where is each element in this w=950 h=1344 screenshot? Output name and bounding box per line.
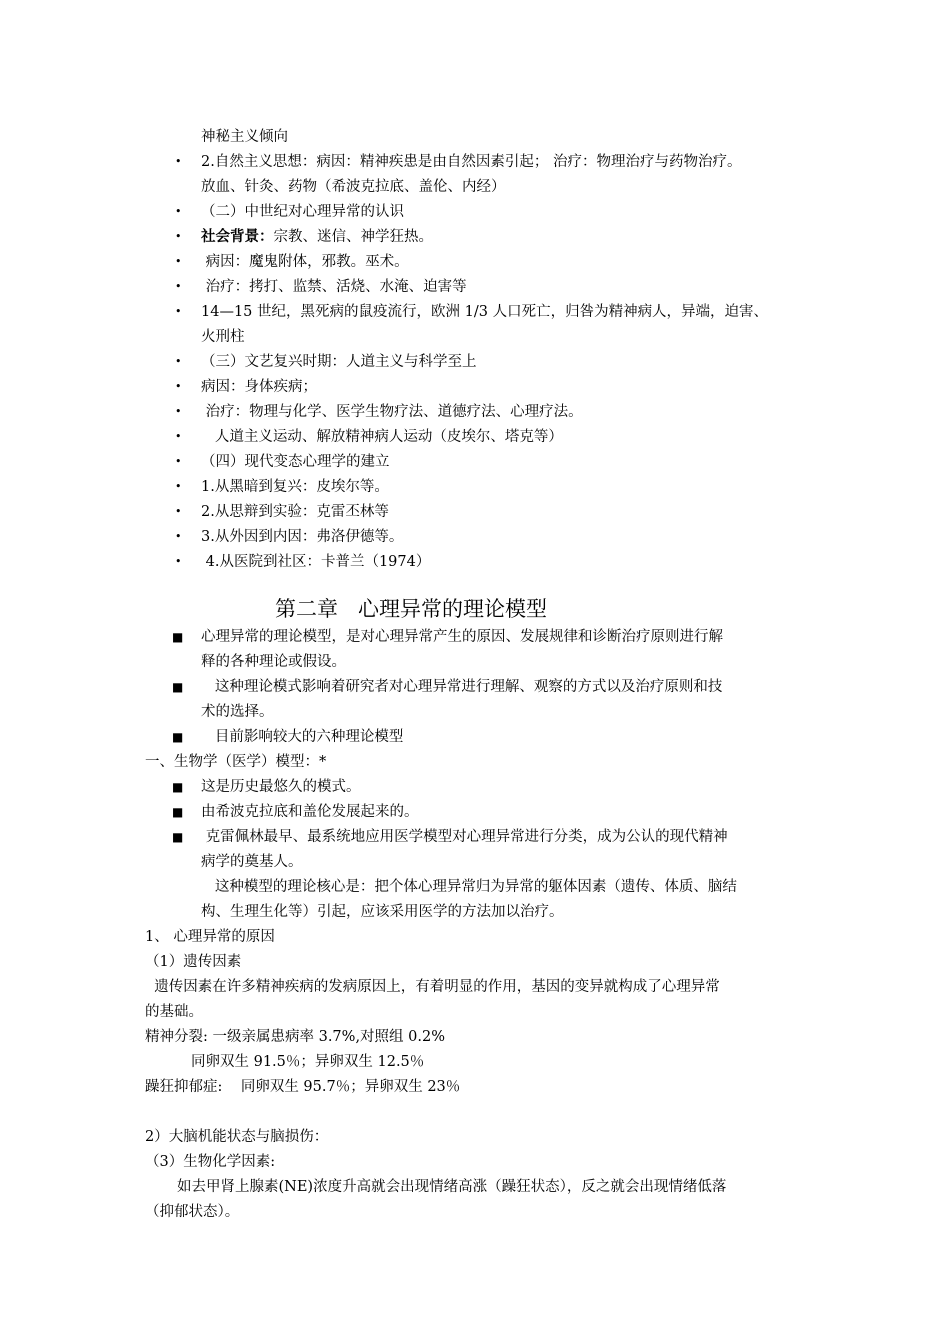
paragraph-line: （抑郁状态）。 xyxy=(145,1204,240,1220)
paragraph-line: 术的选择。 xyxy=(201,704,274,720)
list-item: （三）文艺复兴时期：人道主义与科学至上 xyxy=(201,354,477,370)
bullet-icon: • xyxy=(175,205,182,218)
bullet-icon: • xyxy=(175,280,182,293)
list-item: 人道主义运动、解放精神病人运动（皮埃尔、塔克等） xyxy=(201,429,563,445)
bullet-icon: • xyxy=(175,530,182,543)
paragraph-line: 如去甲肾上腺素(NE)浓度升高就会出现情绪高涨（躁狂状态），反之就会出现情绪低落 xyxy=(177,1179,727,1195)
list-item: （二）中世纪对心理异常的认识 xyxy=(201,204,404,220)
paragraph-line: 心理异常的理论模型，是对心理异常产生的原因、发展规律和诊断治疗原则进行解 xyxy=(201,629,723,645)
subsection-heading: （3）生物化学因素: xyxy=(145,1154,276,1170)
paragraph-line: 目前影响较大的六种理论模型 xyxy=(201,729,404,745)
list-item-continuation: 病学的奠基人。 xyxy=(201,854,303,870)
bullet-icon: • xyxy=(175,255,182,268)
bullet-icon: • xyxy=(175,405,182,418)
bullet-icon: • xyxy=(175,230,182,243)
square-bullet-icon: ■ xyxy=(172,830,184,844)
list-item: 这是历史最悠久的模式。 xyxy=(201,779,361,795)
paragraph-line: 的基础。 xyxy=(145,1004,203,1020)
square-bullet-icon: ■ xyxy=(172,805,184,819)
bullet-icon: • xyxy=(175,155,182,168)
subsection-heading: 一、生物学（医学）模型：* xyxy=(145,754,327,770)
list-item xyxy=(201,226,433,248)
paragraph-line: 这种理论模式影响着研究者对心理异常进行理解、观察的方式以及治疗原则和技 xyxy=(201,679,723,695)
list-item: 由希波克拉底和盖伦发展起来的。 xyxy=(201,804,419,820)
bullet-icon: • xyxy=(175,455,182,468)
subsection-heading: （1）遗传因素 xyxy=(145,954,242,970)
bullet-icon: • xyxy=(175,555,182,568)
statistic-line: 躁狂抑郁症: 同卵双生 95.7％；异卵双生 23％ xyxy=(145,1079,461,1095)
section-heading: 1、 心理异常的原因 xyxy=(145,929,275,945)
list-item: 3.从外因到内因：弗洛伊德等。 xyxy=(201,529,404,545)
bullet-icon: • xyxy=(175,305,182,318)
list-item: 病因：魔鬼附体，邪教。巫术。 xyxy=(201,254,409,270)
list-item: 治疗：物理与化学、医学生物疗法、道德疗法、心理疗法。 xyxy=(201,404,583,420)
list-item: 4.从医院到社区：卡普兰（1974） xyxy=(201,554,431,570)
list-item: 2.自然主义思想：病因：精神疾患是由自然因素引起； 治疗：物理治疗与药物治疗。 xyxy=(201,154,742,170)
statistic-line: 同卵双生 91.5％；异卵双生 12.5％ xyxy=(191,1054,425,1070)
list-item-text: 宗教、迷信、神学狂热。 xyxy=(273,229,433,245)
square-bullet-icon: ■ xyxy=(172,680,184,694)
bullet-icon: • xyxy=(175,355,182,368)
statistic-line: 精神分裂: 一级亲属患病率 3.7%,对照组 0.2% xyxy=(145,1029,445,1045)
list-item: （四）现代变态心理学的建立 xyxy=(201,454,390,470)
bullet-icon: • xyxy=(175,505,182,518)
list-item: 病因：身体疾病； xyxy=(201,379,317,395)
paragraph-line: 遗传因素在许多精神疾病的发病原因上，有着明显的作用，基因的变异就构成了心理异常 xyxy=(145,979,720,995)
list-item: 14—15 世纪，黑死病的鼠疫流行，欧洲 1/3 人口死亡，归咎为精神病人，异端，迫害、 xyxy=(201,304,769,320)
paragraph-line: 释的各种理论或假设。 xyxy=(201,654,346,670)
square-bullet-icon: ■ xyxy=(172,630,184,644)
section-heading: 2）大脑机能状态与脑损伤： xyxy=(145,1129,329,1145)
list-item-continuation: 放血、针灸、药物（希波克拉底、盖伦、内经） xyxy=(201,179,506,195)
list-item: 治疗：拷打、监禁、活烧、水淹、迫害等 xyxy=(201,279,467,295)
list-item-continuation: 火刑柱 xyxy=(201,329,245,345)
bold-label: 社会背景： xyxy=(201,228,274,245)
paragraph-line: 构、生理生化等）引起，应该采用医学的方法加以治疗。 xyxy=(201,904,564,920)
paragraph-line: 这种模型的理论核心是：把个体心理异常归为异常的躯体因素（遗传、体质、脑结 xyxy=(201,879,737,895)
bullet-icon: • xyxy=(175,380,182,393)
bullet-icon: • xyxy=(175,480,182,493)
chapter-title: 第二章 心理异常的理论模型 xyxy=(275,597,548,621)
list-item: 2.从思辩到实验：克雷丕林等 xyxy=(201,504,389,520)
list-item-continuation: 神秘主义倾向 xyxy=(201,129,288,145)
bullet-icon: • xyxy=(175,430,182,443)
list-item: 1.从黑暗到复兴：皮埃尔等。 xyxy=(201,479,389,495)
list-item: 克雷佩林最早、最系统地应用医学模型对心理异常进行分类，成为公认的现代精神 xyxy=(201,829,728,845)
square-bullet-icon: ■ xyxy=(172,730,184,744)
square-bullet-icon: ■ xyxy=(172,780,184,794)
